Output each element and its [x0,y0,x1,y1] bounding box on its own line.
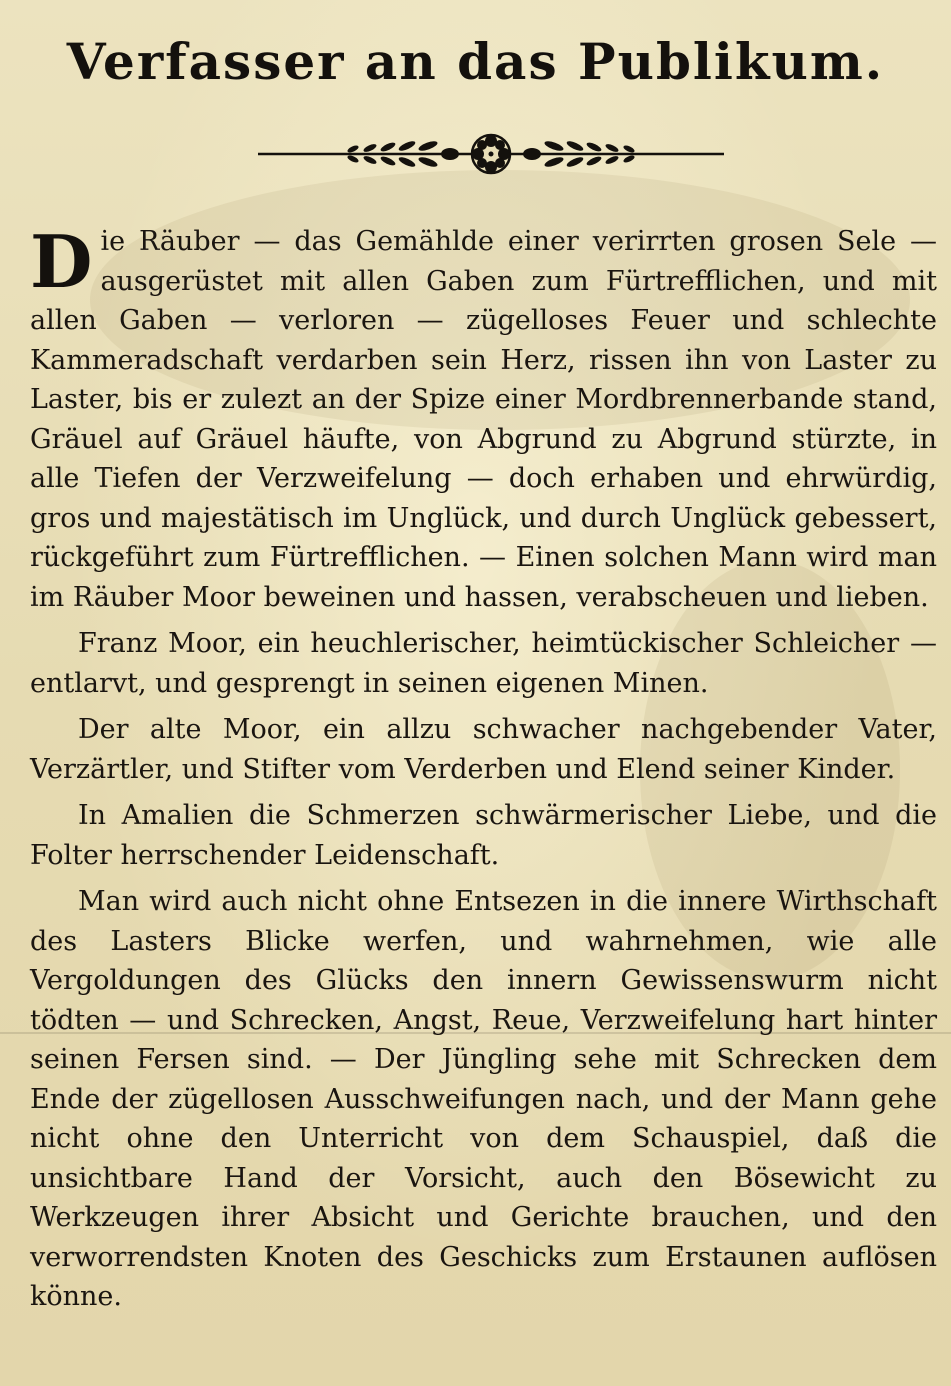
paragraph-1-text: ie Räuber — das Gemählde einer verirrten grosen Sele — ausgerüstet mit allen Gaben zum Fürtrefflichen, und mit allen Gaben — verloren — zügelloses Feuer und schlechte Kammeradschaft verdarben sein Herz, rissen ihn von Laster zu Laster, bis er zulezt an der Spize einer Mordbrennerbande stand, Gräuel auf Gräuel häufte, von Abgrund zu Abgrund stürzte, in alle Tiefen der Verzweifelung — doch erhaben und ehrwürdig, gros und majestätisch im Unglück, und durch Unglück gebessert, rückgeführt zum Fürtrefflichen. — Einen solchen Mann wird man im Räuber Moor beweinen und hassen, verabscheuen und lieben. [30,226,937,613]
body-text [30,219,937,1324]
paragraph-2: Franz Moor, ein heuchlerischer, heimtückischer Schleicher — entlarvt, und gesprengt in seinen eigenen Minen. [30,628,937,699]
paragraph-4: In Amalien die Schmerzen schwärmerischer Liebe, und die Folter herrschender Leidenschaft. [30,800,937,871]
floral-rule-ornament-icon [258,132,724,176]
drop-cap: D [30,219,93,304]
paragraph-1 [30,219,937,617]
page-title: Verfasser an das Publikum. [66,32,885,91]
paragraph-3: Der alte Moor, ein allzu schwacher nachgebender Vater, Verzärtler, und Stifter vom Verderben und Elend seiner Kinder. [30,714,937,785]
paragraph-5: Man wird auch nicht ohne Entsezen in die innere Wirthschaft des Lasters Blicke werfen, und wahrnehmen, wie alle Vergoldungen des Glücks den innern Gewissenswurm nicht tödten — und Schrecken, Angst, Reue, Verzweifelung hart hinter seinen Fersen sind. — Der Jüngling sehe mit Schrecken dem Ende der zügellosen Ausschweifungen nach, und der Mann gehe nicht ohne den Unterricht von dem Schauspiel, daß die unsichtbare Hand der Vorsicht, auch den Bösewicht zu Werkzeugen ihrer Absicht und Gerichte brauchen, und den verworrendsten Knoten des Geschicks zum Erstaunen auflösen könne. [30,886,937,1312]
